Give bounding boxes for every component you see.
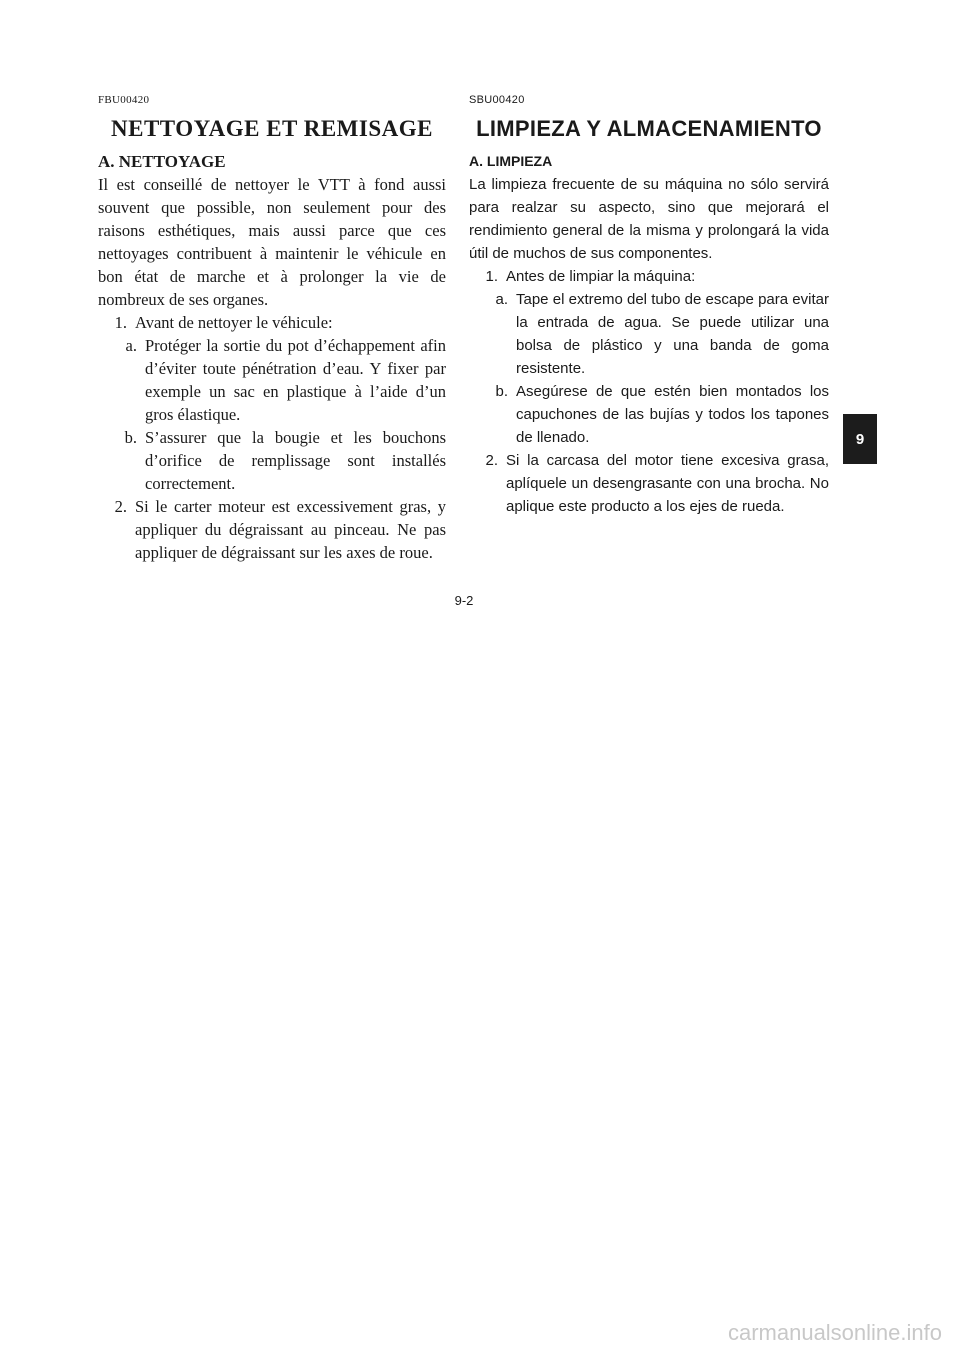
list-text: Avant de nettoyer le véhicule: <box>135 313 333 332</box>
intro-paragraph: Il est conseillé de nettoyer le VTT à fond aussi souvent que possible, non seulement pour des raisons esthétiques, mais aussi parce que ces nettoyages contribuent à maintenir le véhicule en bon état de marche et à prolonger la vie de nombreux de ses organes. <box>98 175 446 309</box>
list-item <box>469 449 829 518</box>
intro-paragraph: La limpieza frecuente de su máquina no sólo servirá para realzar su aspecto, sino que mejorará el rendimiento general de la misma y prolongará la vida útil de muchos de sus componentes. <box>469 176 829 262</box>
list-item <box>98 311 446 334</box>
section-code: SBU00420 <box>469 94 525 106</box>
section-title: LIMPIEZA Y ALMACENAMIENTO <box>476 116 822 141</box>
section-code: FBU00420 <box>98 94 150 106</box>
list-item <box>469 265 829 288</box>
page-number: 9-2 <box>454 593 474 608</box>
list-letter: b. <box>495 383 508 400</box>
list-text: Tape el extremo del tubo de escape para evitar la entrada de agua. Se puede utilizar una bolsa de plástico y una banda de goma resistente. <box>516 291 829 377</box>
list-letter: a. <box>495 291 508 308</box>
list-item <box>98 495 446 564</box>
list-number: 1. <box>114 313 127 332</box>
subsection-heading: A. LIMPIEZA <box>469 153 553 169</box>
list-text: Protéger la sortie du pot d’échappement afin d’éviter toute pénétration d’eau. Y fixer par exemple un sac en plastique à l’aide d’un gros élastique. <box>145 336 446 424</box>
subsection-heading: A. NETTOYAGE <box>98 152 226 171</box>
section-title: NETTOYAGE ET REMISAGE <box>111 116 433 141</box>
watermark: carmanualsonline.info <box>727 1320 942 1345</box>
list-text: S’assurer que la bougie et les bouchons d’orifice de remplissage sont installés correctement. <box>145 428 446 493</box>
list-letter: a. <box>125 336 137 355</box>
french-column <box>98 94 446 564</box>
list-text: Asegúrese de que estén bien montados los capuchones de las bujías y todos los tapones de llenado. <box>516 383 829 446</box>
list-item <box>479 380 829 449</box>
list-item <box>108 334 446 426</box>
spanish-column <box>469 94 829 518</box>
list-number: 2. <box>114 497 127 516</box>
list-text: Si le carter moteur est excessivement gras, y appliquer du dégraissant au pinceau. Ne pas appliquer de dégraissant sur les axes de roue. <box>135 497 446 562</box>
chapter-tab: 9 <box>843 414 877 464</box>
list-text: Antes de limpiar la máquina: <box>506 268 696 285</box>
list-number: 1. <box>485 268 498 285</box>
list-item <box>108 426 446 495</box>
list-item <box>479 288 829 380</box>
list-letter: b. <box>124 428 137 447</box>
list-number: 2. <box>485 452 498 469</box>
list-text: Si la carcasa del motor tiene excesiva grasa, aplíquele un desengrasante con una brocha. No aplique este producto a los ejes de rueda. <box>506 452 829 515</box>
